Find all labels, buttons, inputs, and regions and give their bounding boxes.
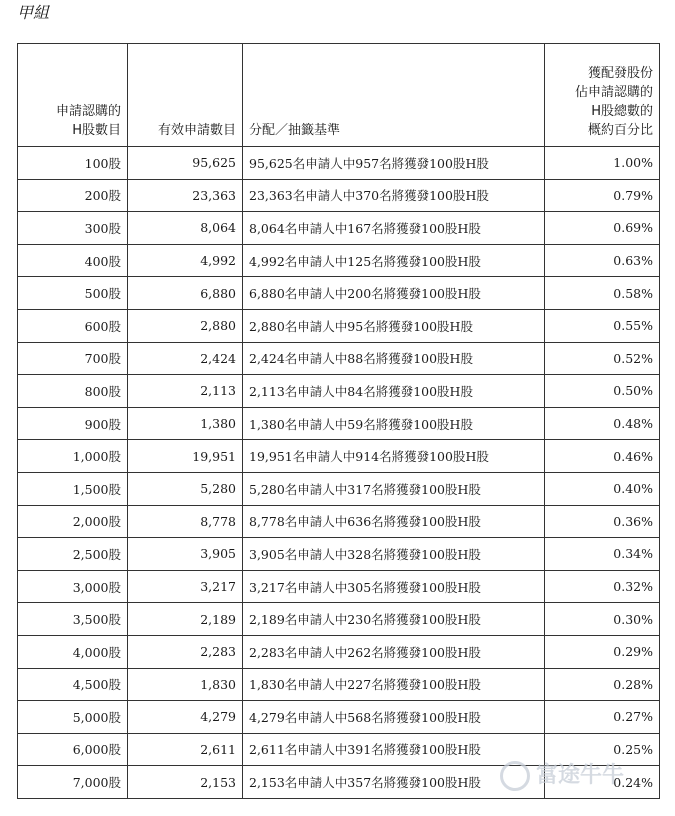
header-shares-applied: 申請認購的 H股數目 (18, 44, 128, 147)
cell-shares: 100股 (18, 147, 128, 180)
cell-percentage: 0.55% (545, 309, 660, 342)
cell-percentage: 0.46% (545, 440, 660, 473)
table-row (18, 407, 660, 440)
table-row (18, 538, 660, 571)
cell-valid-applications: 8,064 (128, 212, 243, 245)
cell-percentage: 1.00% (545, 147, 660, 180)
cell-valid-applications: 1,380 (128, 407, 243, 440)
cell-valid-applications: 2,424 (128, 342, 243, 375)
cell-allocation-basis: 2,611名申請人中391名將獲發100股H股 (243, 733, 545, 766)
cell-percentage: 0.30% (545, 603, 660, 636)
cell-allocation-basis: 2,189名申請人中230名將獲發100股H股 (243, 603, 545, 636)
cell-valid-applications: 2,113 (128, 375, 243, 408)
table-row (18, 505, 660, 538)
cell-valid-applications: 2,611 (128, 733, 243, 766)
table-row (18, 375, 660, 408)
cell-valid-applications: 2,189 (128, 603, 243, 636)
cell-percentage: 0.79% (545, 179, 660, 212)
group-title: 甲組 (17, 3, 50, 22)
cell-shares: 1,000股 (18, 440, 128, 473)
header-allocation-basis: 分配／抽籤基準 (243, 44, 545, 147)
cell-allocation-basis: 8,064名申請人中167名將獲發100股H股 (243, 212, 545, 245)
cell-allocation-basis: 4,279名申請人中568名將獲發100股H股 (243, 701, 545, 734)
cell-percentage: 0.32% (545, 570, 660, 603)
cell-shares: 5,000股 (18, 701, 128, 734)
cell-allocation-basis: 23,363名申請人中370名將獲發100股H股 (243, 179, 545, 212)
cell-percentage: 0.27% (545, 701, 660, 734)
cell-shares: 200股 (18, 179, 128, 212)
cell-shares: 3,000股 (18, 570, 128, 603)
cell-valid-applications: 95,625 (128, 147, 243, 180)
cell-allocation-basis: 2,880名申請人中95名將獲發100股H股 (243, 309, 545, 342)
allocation-table (17, 43, 660, 799)
cell-percentage: 0.50% (545, 375, 660, 408)
cell-shares: 1,500股 (18, 472, 128, 505)
cell-shares: 4,000股 (18, 635, 128, 668)
cell-percentage: 0.36% (545, 505, 660, 538)
cell-shares: 300股 (18, 212, 128, 245)
cell-percentage: 0.24% (545, 766, 660, 799)
cell-valid-applications: 23,363 (128, 179, 243, 212)
table-row (18, 570, 660, 603)
cell-valid-applications: 19,951 (128, 440, 243, 473)
table-row (18, 277, 660, 310)
cell-shares: 2,500股 (18, 538, 128, 571)
cell-shares: 4,500股 (18, 668, 128, 701)
table-row (18, 212, 660, 245)
cell-allocation-basis: 1,830名申請人中227名將獲發100股H股 (243, 668, 545, 701)
cell-allocation-basis: 2,424名申請人中88名將獲發100股H股 (243, 342, 545, 375)
cell-percentage: 0.48% (545, 407, 660, 440)
cell-shares: 700股 (18, 342, 128, 375)
cell-percentage: 0.29% (545, 635, 660, 668)
cell-percentage: 0.63% (545, 244, 660, 277)
header-approx-percentage: 獲配發股份 佔申請認購的 H股總數的 概約百分比 (545, 44, 660, 147)
cell-shares: 500股 (18, 277, 128, 310)
cell-shares: 900股 (18, 407, 128, 440)
table-row (18, 179, 660, 212)
table-row (18, 440, 660, 473)
cell-valid-applications: 4,992 (128, 244, 243, 277)
cell-valid-applications: 5,280 (128, 472, 243, 505)
cell-allocation-basis: 6,880名申請人中200名將獲發100股H股 (243, 277, 545, 310)
cell-percentage: 0.25% (545, 733, 660, 766)
cell-valid-applications: 8,778 (128, 505, 243, 538)
table-row (18, 342, 660, 375)
cell-shares: 3,500股 (18, 603, 128, 636)
cell-allocation-basis: 2,283名申請人中262名將獲發100股H股 (243, 635, 545, 668)
cell-allocation-basis: 2,153名申請人中357名將獲發100股H股 (243, 766, 545, 799)
cell-allocation-basis: 5,280名申請人中317名將獲發100股H股 (243, 472, 545, 505)
table-row (18, 635, 660, 668)
table-header-row (18, 44, 660, 147)
cell-shares: 800股 (18, 375, 128, 408)
cell-valid-applications: 1,830 (128, 668, 243, 701)
cell-percentage: 0.52% (545, 342, 660, 375)
cell-allocation-basis: 8,778名申請人中636名將獲發100股H股 (243, 505, 545, 538)
header-valid-applications: 有效申請數目 (128, 44, 243, 147)
cell-percentage: 0.58% (545, 277, 660, 310)
cell-allocation-basis: 95,625名申請人中957名將獲發100股H股 (243, 147, 545, 180)
cell-shares: 7,000股 (18, 766, 128, 799)
cell-valid-applications: 2,153 (128, 766, 243, 799)
table-row (18, 472, 660, 505)
cell-valid-applications: 3,905 (128, 538, 243, 571)
cell-allocation-basis: 3,905名申請人中328名將獲發100股H股 (243, 538, 545, 571)
cell-valid-applications: 3,217 (128, 570, 243, 603)
cell-allocation-basis: 1,380名申請人中59名將獲發100股H股 (243, 407, 545, 440)
cell-percentage: 0.28% (545, 668, 660, 701)
cell-shares: 600股 (18, 309, 128, 342)
cell-valid-applications: 2,283 (128, 635, 243, 668)
cell-valid-applications: 4,279 (128, 701, 243, 734)
cell-allocation-basis: 2,113名申請人中84名將獲發100股H股 (243, 375, 545, 408)
cell-valid-applications: 6,880 (128, 277, 243, 310)
table-row (18, 147, 660, 180)
cell-allocation-basis: 4,992名申請人中125名將獲發100股H股 (243, 244, 545, 277)
cell-shares: 2,000股 (18, 505, 128, 538)
table-row (18, 668, 660, 701)
table-row (18, 244, 660, 277)
watermark: 富途牛牛 (500, 758, 675, 798)
cell-valid-applications: 2,880 (128, 309, 243, 342)
cell-percentage: 0.34% (545, 538, 660, 571)
table-row (18, 701, 660, 734)
cell-allocation-basis: 19,951名申請人中914名將獲發100股H股 (243, 440, 545, 473)
futu-logo-icon (500, 761, 530, 791)
cell-allocation-basis: 3,217名申請人中305名將獲發100股H股 (243, 570, 545, 603)
cell-percentage: 0.40% (545, 472, 660, 505)
cell-shares: 6,000股 (18, 733, 128, 766)
table-row (18, 309, 660, 342)
table-row (18, 603, 660, 636)
cell-shares: 400股 (18, 244, 128, 277)
cell-percentage: 0.69% (545, 212, 660, 245)
